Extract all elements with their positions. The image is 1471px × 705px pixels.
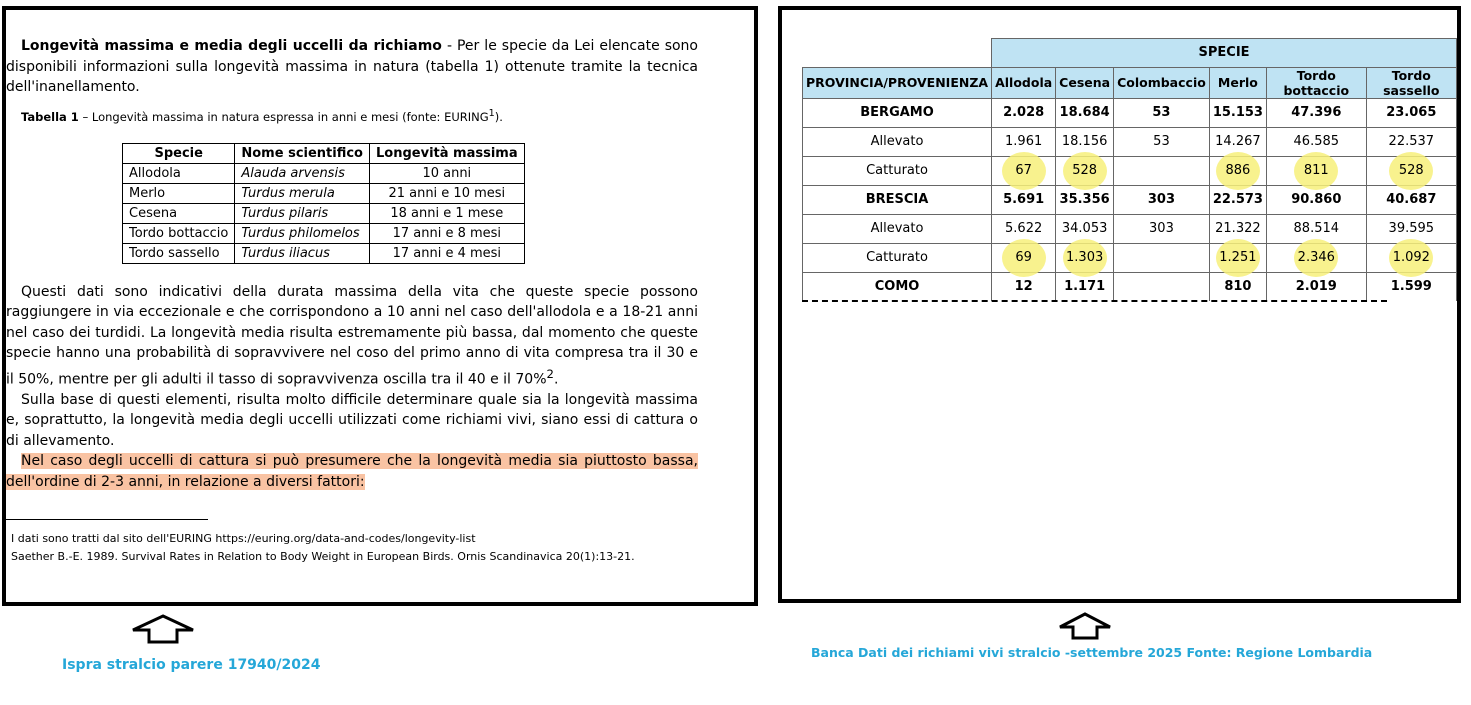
column-header: Colombaccio: [1114, 67, 1210, 98]
data-row: [803, 185, 1457, 214]
table-caption: [6, 104, 698, 127]
footnote-1: I dati sono tratti dal sito dell'EURING https://euring.org/data-and-codes/longevity-list: [11, 532, 476, 545]
species-cell: Tordo sassello: [123, 243, 235, 263]
value-text: 303: [1147, 192, 1176, 207]
value-cell: [1266, 98, 1366, 127]
longevity-row: [123, 163, 525, 183]
value-cell: [1366, 156, 1456, 185]
specie-header: SPECIE: [992, 39, 1457, 68]
value-text: 2.019: [1295, 279, 1337, 294]
row-label: Catturato: [803, 243, 992, 272]
value-text: 2.346: [1297, 250, 1335, 265]
value-cell: [1056, 243, 1114, 272]
longevity-cell: 18 anni e 1 mese: [370, 203, 525, 223]
longevity-row: [123, 243, 525, 263]
table-caption-text: – Longevità massima in natura espressa in anni e mesi (fonte: EURING: [78, 109, 489, 124]
value-text: 2.028: [1003, 105, 1045, 120]
value-text: 22.537: [1388, 134, 1435, 149]
column-header: Allodola: [992, 67, 1056, 98]
value-text: 18.156: [1061, 134, 1108, 149]
value-text: 67: [1015, 163, 1032, 178]
section-heading: Longevità massima e media degli uccelli da richiamo: [21, 38, 442, 54]
column-header: Merlo: [1209, 67, 1266, 98]
value-text: 23.065: [1386, 105, 1437, 120]
value-text: 40.687: [1386, 192, 1437, 207]
value-cell: [1056, 98, 1114, 127]
value-text: 1.251: [1219, 250, 1257, 265]
scientific-name-cell: Alauda arvensis: [235, 163, 370, 183]
ispra-caption: Ispra stralcio parere 17940/2024: [62, 657, 321, 673]
value-text: 46.585: [1293, 134, 1340, 149]
row-label: Allevato: [803, 214, 992, 243]
intro-text: - Per le specie da Lei elencate sono disponibili informazioni sulla longevità massima in natura (tabella 1) ottenute tramite la tecnica dell'inanellamento.: [6, 38, 698, 95]
data-row: [803, 98, 1457, 127]
column-header: Tordo bottaccio: [1266, 67, 1366, 98]
paragraph-1-text: Questi dati sono indicativi della durata massima della vita che queste specie possono raggiungere in via eccezionale e che corrispondono a 10 anni nel caso dell'allodola e a 18-21 anni nel caso dei turdidi. La longevità media risulta estremamente più bassa, dal momento che queste specie hanno una probabilità di sopravvivere nel coso del primo anno di vita compresa tra il 30 e il 50%, mentre per gli adulti il tasso di sopravvivenza oscilla tra il 40 e il 70%: [6, 283, 698, 388]
value-text: 1.171: [1064, 279, 1106, 294]
footnote-divider: [6, 519, 208, 520]
value-cell: [1114, 185, 1210, 214]
value-cell: [1366, 98, 1456, 127]
value-cell: [1209, 156, 1266, 185]
scientific-name-cell: Turdus merula: [235, 183, 370, 203]
value-cell: [1209, 98, 1266, 127]
value-cell: [1114, 272, 1210, 301]
value-text: 528: [1398, 163, 1424, 178]
header-longevita: Longevità massima: [370, 143, 525, 163]
value-cell: [1266, 156, 1366, 185]
value-cell: [1114, 127, 1210, 156]
data-row: [803, 243, 1457, 272]
value-cell: [992, 156, 1056, 185]
longevity-row: [123, 203, 525, 223]
highlighted-text: Nel caso degli uccelli di cattura si può presumere che la longevità media sia piuttosto bassa, dell'ordine di 2-3 anni, in relazione a diversi fattori:: [6, 453, 698, 490]
value-cell: [1266, 243, 1366, 272]
species-cell: Merlo: [123, 183, 235, 203]
ispra-document-text: [6, 36, 698, 492]
header-specie: Specie: [123, 143, 235, 163]
paragraph-1-end: .: [553, 371, 559, 388]
longevity-cell: 17 anni e 4 mesi: [370, 243, 525, 263]
value-text: 34.053: [1061, 221, 1108, 236]
caption-footnote-ref: 1: [488, 107, 495, 119]
footnote-ref-2: 2: [546, 366, 554, 381]
value-text: 39.595: [1388, 221, 1435, 236]
value-text: 18.684: [1059, 105, 1110, 120]
table-corner: [803, 39, 992, 68]
value-text: 15.153: [1212, 105, 1263, 120]
provincia-header: PROVINCIA/PROVENIENZA: [803, 67, 992, 98]
longevity-cell: 17 anni e 8 mesi: [370, 223, 525, 243]
value-text: 14.267: [1215, 134, 1261, 149]
row-label: COMO: [803, 272, 992, 301]
scientific-name-cell: Turdus pilaris: [235, 203, 370, 223]
value-text: 810: [1224, 279, 1252, 294]
longevity-cell: 21 anni e 10 mesi: [370, 183, 525, 203]
column-header-row: [803, 67, 1457, 98]
highlighted-paragraph: [6, 451, 698, 492]
longevity-row: [123, 183, 525, 203]
data-row: [803, 127, 1457, 156]
footnotes: [11, 530, 635, 566]
value-cell: [1114, 98, 1210, 127]
banca-dati-panel: [778, 6, 1461, 603]
row-label: Allevato: [803, 127, 992, 156]
longevity-cell: 10 anni: [370, 163, 525, 183]
value-cell: [1114, 214, 1210, 243]
value-text: 53: [1152, 105, 1171, 120]
species-cell: Allodola: [123, 163, 235, 183]
footnote-2: Saether B.-E. 1989. Survival Rates in Relation to Body Weight in European Birds. Ornis Scandinavica 20(1):13-21.: [11, 550, 635, 563]
header-nome-scientifico: Nome scientifico: [235, 143, 370, 163]
value-text: 1.092: [1392, 250, 1430, 265]
banca-dati-caption: Banca Dati dei richiami vivi stralcio -settembre 2025 Fonte: Regione Lombardia: [811, 645, 1373, 660]
value-cell: [1114, 156, 1210, 185]
row-label: Catturato: [803, 156, 992, 185]
intro-paragraph: [6, 36, 698, 98]
value-text: 69: [1015, 250, 1032, 265]
value-text: 5.691: [1003, 192, 1045, 207]
value-text: 1.599: [1390, 279, 1432, 294]
column-header: Cesena: [1056, 67, 1114, 98]
value-text: 88.514: [1293, 221, 1340, 236]
specie-header-row: [803, 39, 1457, 68]
value-text: 1.961: [1005, 134, 1043, 149]
up-arrow-icon: [131, 614, 195, 644]
value-cell: [1366, 243, 1456, 272]
value-text: 12: [1014, 279, 1033, 294]
paragraph-questi-dati: [6, 282, 698, 390]
value-text: 53: [1153, 134, 1170, 149]
caption-end: ).: [494, 109, 503, 124]
table-cut-line: [802, 300, 1387, 302]
species-cell: Tordo bottaccio: [123, 223, 235, 243]
value-cell: [992, 98, 1056, 127]
table-caption-label: Tabella 1: [21, 109, 79, 124]
species-cell: Cesena: [123, 203, 235, 223]
value-text: 22.573: [1212, 192, 1263, 207]
value-cell: [992, 243, 1056, 272]
data-row: [803, 156, 1457, 185]
value-text: 5.622: [1005, 221, 1043, 236]
value-cell: [1056, 156, 1114, 185]
value-text: 528: [1072, 163, 1098, 178]
longevity-table: [122, 143, 525, 264]
value-text: 1.303: [1066, 250, 1104, 265]
up-arrow-icon: [1058, 612, 1112, 640]
scientific-name-cell: Turdus iliacus: [235, 243, 370, 263]
value-text: 21.322: [1215, 221, 1261, 236]
value-cell: [1114, 243, 1210, 272]
value-cell: [1209, 243, 1266, 272]
paragraph-sulla-base: Sulla base di questi elementi, risulta molto difficile determinare quale sia la longevità massima e, soprattutto, la longevità media degli uccelli utilizzati come richiami vivi, siano essi di cattura o di allevamento.: [6, 391, 698, 449]
row-label: BRESCIA: [803, 185, 992, 214]
value-text: 35.356: [1059, 192, 1110, 207]
scientific-name-cell: Turdus philomelos: [235, 223, 370, 243]
value-text: 90.860: [1291, 192, 1342, 207]
ispra-document-panel: [2, 6, 758, 606]
value-text: 811: [1303, 163, 1329, 178]
row-label: BERGAMO: [803, 98, 992, 127]
column-header: Tordo sassello: [1366, 67, 1456, 98]
data-row: [803, 272, 1457, 301]
longevity-header-row: [123, 143, 525, 163]
richiami-table: [802, 38, 1457, 301]
value-text: 303: [1149, 221, 1174, 236]
value-text: 47.396: [1291, 105, 1342, 120]
value-text: 886: [1225, 163, 1251, 178]
longevity-row: [123, 223, 525, 243]
data-row: [803, 214, 1457, 243]
